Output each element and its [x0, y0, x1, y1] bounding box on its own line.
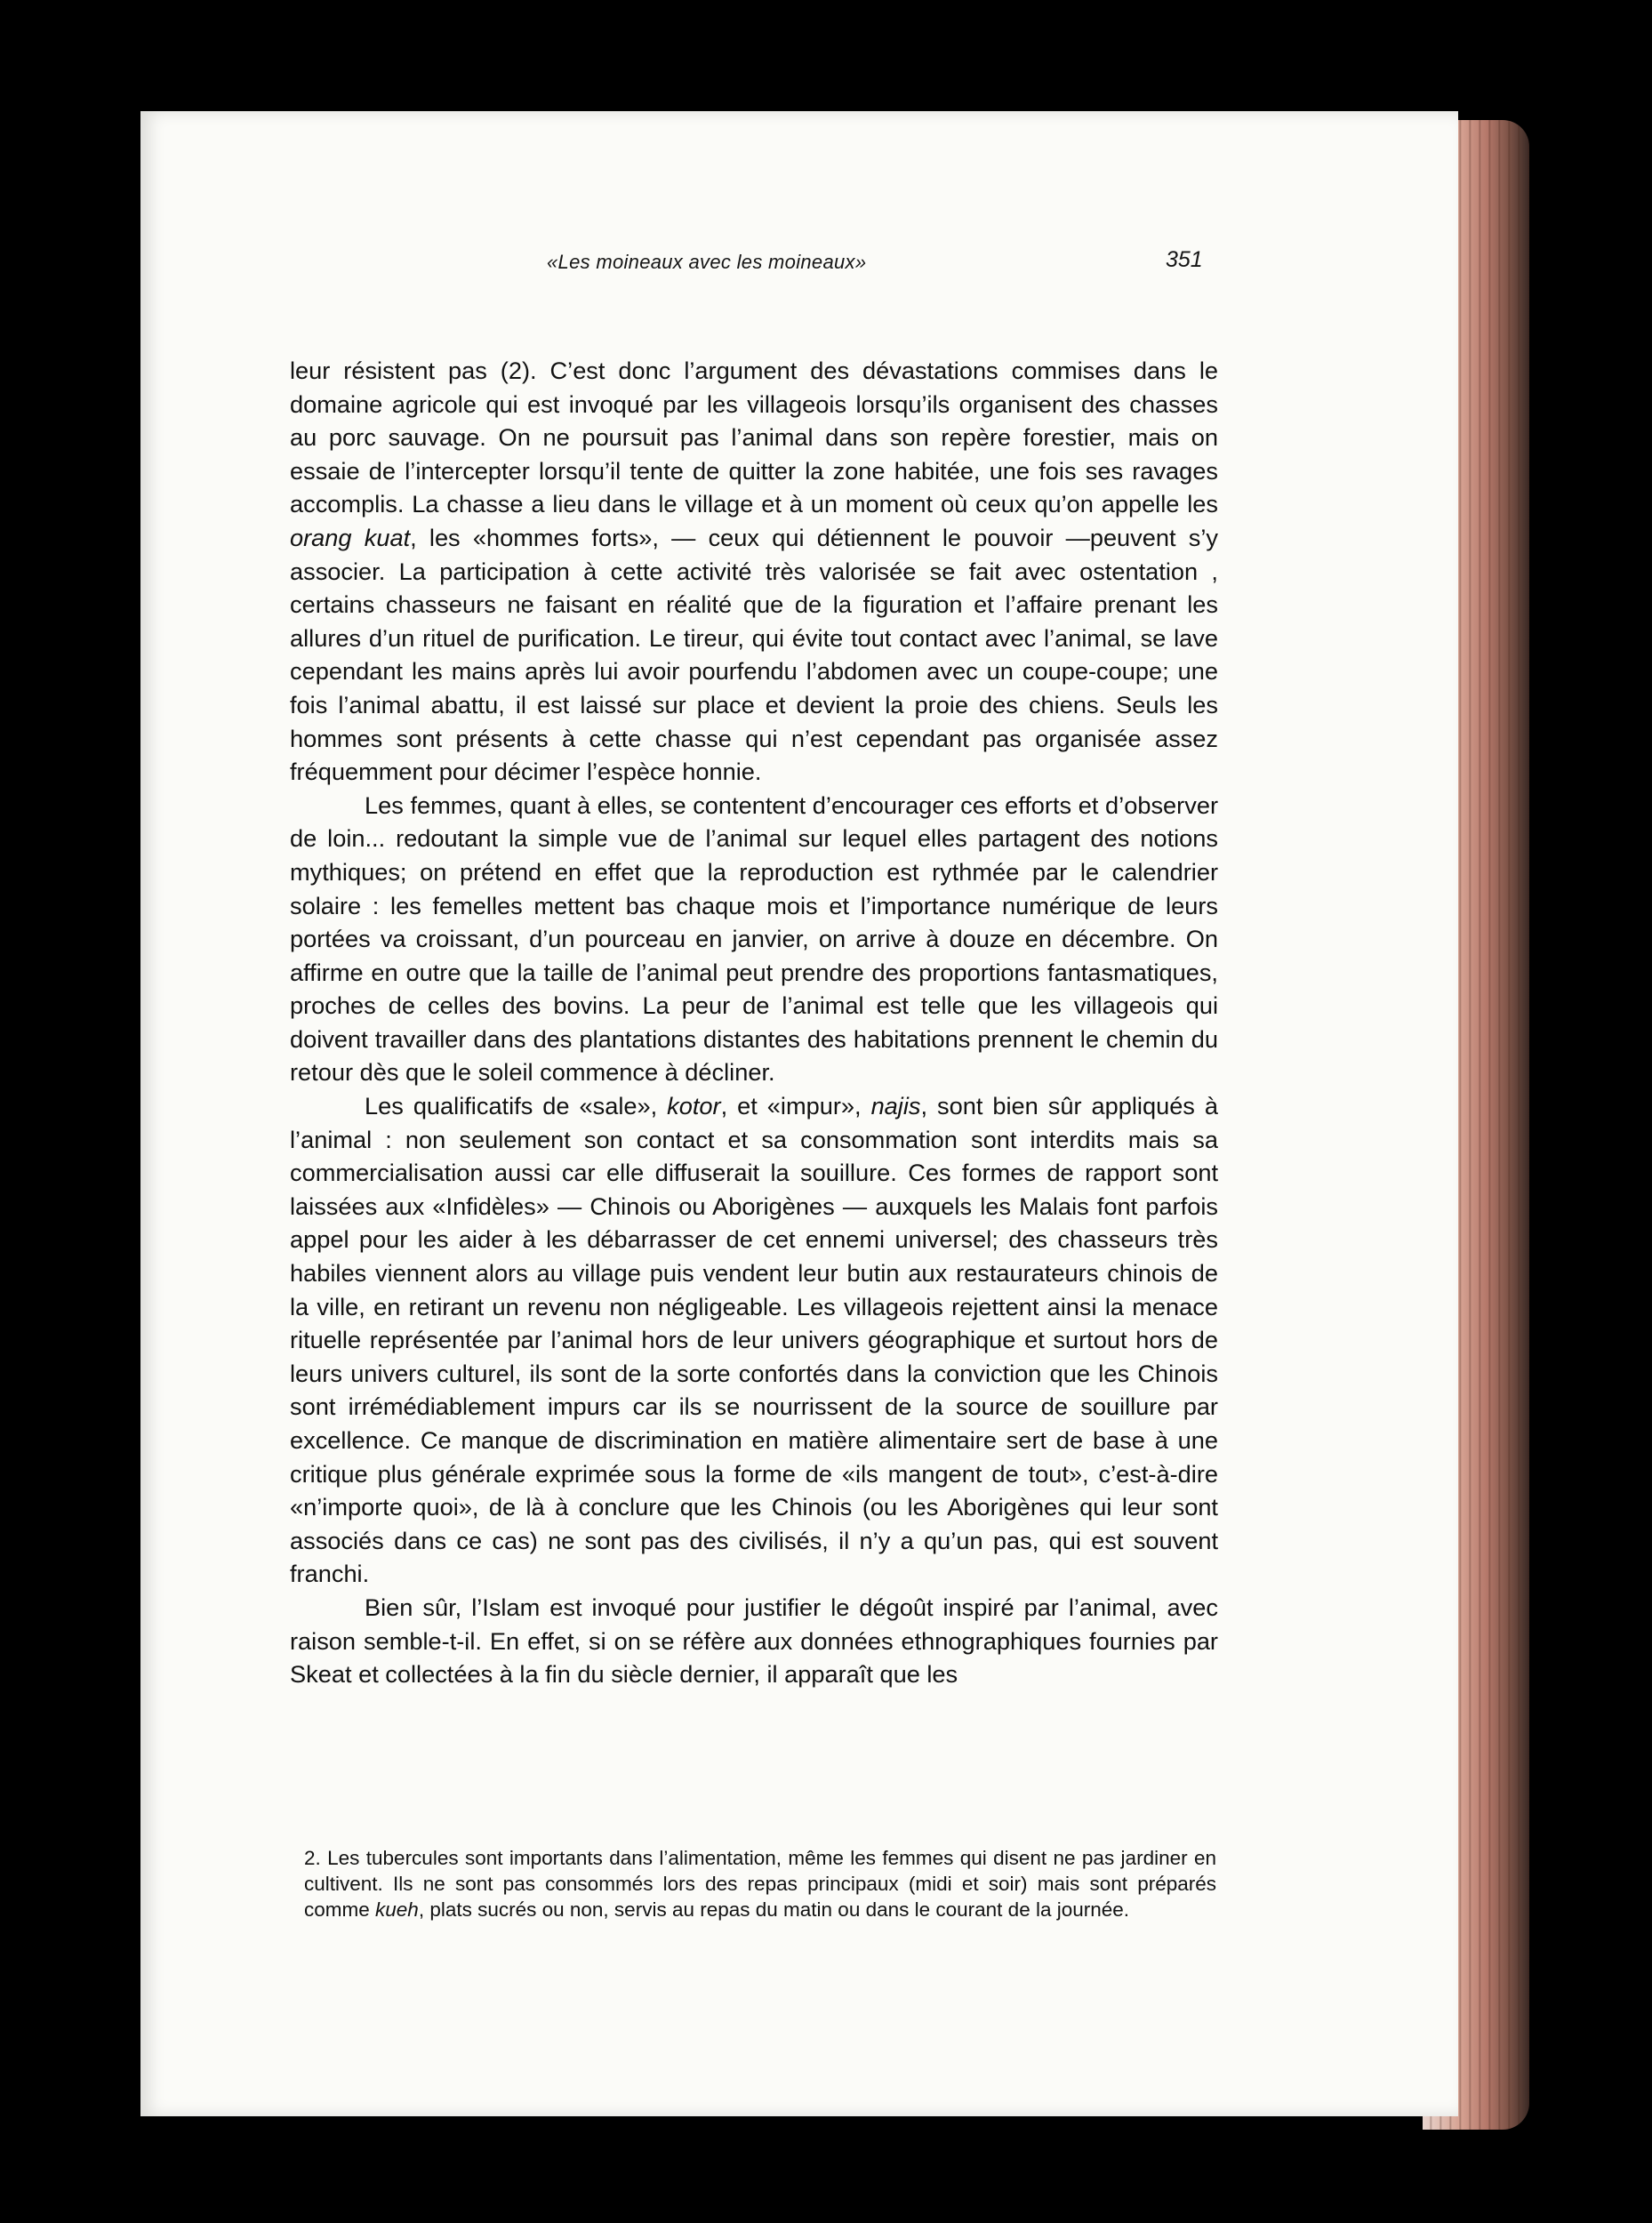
- footnote: [304, 1845, 1216, 1922]
- paragraph-3-text-a: Les qualificatifs de «sale»,: [365, 1092, 668, 1120]
- paragraph-3-text-b: , et «impur»,: [720, 1092, 871, 1120]
- term-najis: najis: [870, 1092, 921, 1120]
- paragraph-4: Bien sûr, l’Islam est invoqué pour justifier le dégoût inspiré par l’animal, avec raison semble-t-il. En effet, si on se réfère aux données ethnographiques fournies par Skeat et collectées à la fin du siècle dernier, il apparaît que les: [290, 1593, 1218, 1689]
- body-text: [290, 354, 1218, 1691]
- paragraph-1: [290, 354, 1218, 789]
- running-title: «Les moineaux avec les moineaux»: [547, 251, 867, 273]
- term-kueh: kueh: [375, 1898, 419, 1921]
- paragraph-3-text-c: , sont bien sûr appliqués à l’animal : non seulement son contact et sa consommation sont interdits mais sa commercialisation aussi car elle diffuserait la souillure. Ces formes de rapport sont laissées aux «Infidèles» — Chinois ou Aborigènes — auxquels les Malais font parfois appel pour les aider à les débarrasser de cet ennemi universel; des chasseurs très habiles viennent alors au village puis vendent leur butin aux restaurateurs chinois de la ville, en retirant un revenu non négligeable. Les villageois rejettent ainsi la menace rituelle représentée par l’animal hors de leur univers géographique et surtout hors de leurs univers culturel, ils sont de la sorte confortés dans la conviction que les Chinois sont irrémédiablement impurs car ils se nourrissent de la source de souillure par excellence. Ce manque de discrimination en matière alimentaire sert de base à une critique plus générale exprimée sous la forme de «ils mangent de tout», c’est-à-dire «n’importe quoi», de là à conclure que les Chinois (ou les Aborigènes qui leur sont associés dans ce cas) ne sont pas des civilisés, il n’y a qu’un pas, qui est souvent franchi.: [290, 1092, 1219, 1588]
- page-number: 351: [1166, 247, 1203, 272]
- footnote-text-b: , plats sucrés ou non, servis au repas du matin ou dans le courant de la journée.: [418, 1898, 1130, 1921]
- paragraph-2: Les femmes, quant à elles, se contentent d’encourager ces efforts et d’observer de loin... redoutant la simple vue de l’animal sur lequel elles partagent des notions mythiques; on prétend en effet que la reproduction est rythmée par le calendrier solaire : les femelles mettent bas chaque mois et l’importance numérique de leurs portées va croissant, d’un pourceau en janvier, on arrive à douze en décembre. On affirme en outre que la taille de l’animal peut prendre des proportions fantasmatiques, proches de celles des bovins. La peur de l’animal est telle que les villageois qui doivent travailler dans des plantations distantes des habitations prennent le chemin du retour dès que le soleil commence à décliner.: [290, 790, 1218, 1087]
- footnote-2: [304, 1845, 1216, 1922]
- paragraph-1-text-b: , les «hommes forts», — ceux qui détiennent le pouvoir —peuvent s’y associer. La participation à cette activité très valorisée se fait avec ostentation , certains chasseurs ne faisant en réalité que de la figuration et l’affaire prenant les allures d’un rituel de purification. Le tireur, qui évite tout contact avec l’animal, se lave cependant les mains après lui avoir pourfendu l’abdomen avec un coupe-coupe; une fois l’animal abattu, il est laissé sur place et devient la proie des chiens. Seuls les hommes sont présents à cette chasse qui n’est cependant pas organisée assez fréquemment pour décimer l’espèce honnie.: [290, 523, 1218, 786]
- footnote-text-a: 2. Les tubercules sont importants dans l’alimentation, même les femmes qui disent ne pas jardiner en cultivent. Ils ne sont pas consommés lors des repas principaux (midi et soir) mais sont préparés comme: [304, 1847, 1216, 1921]
- paragraph-1-text-a: leur résistent pas (2). C’est donc l’argument des dévastations commises dans le domaine agricole qui est invoqué par les villageois lorsqu’ils organisent des chasses au porc sauvage. On ne poursuit pas l’animal dans son repère forestier, mais on essaie de l’intercepter lorsqu’il tente de quitter la zone habitée, une fois ses ravages accomplis. La chasse a lieu dans le village et à un moment où ceux qu’on appelle les: [290, 357, 1218, 518]
- paragraph-3: [290, 1089, 1218, 1591]
- term-orang-kuat: orang kuat: [290, 523, 411, 551]
- term-kotor: kotor: [667, 1092, 721, 1120]
